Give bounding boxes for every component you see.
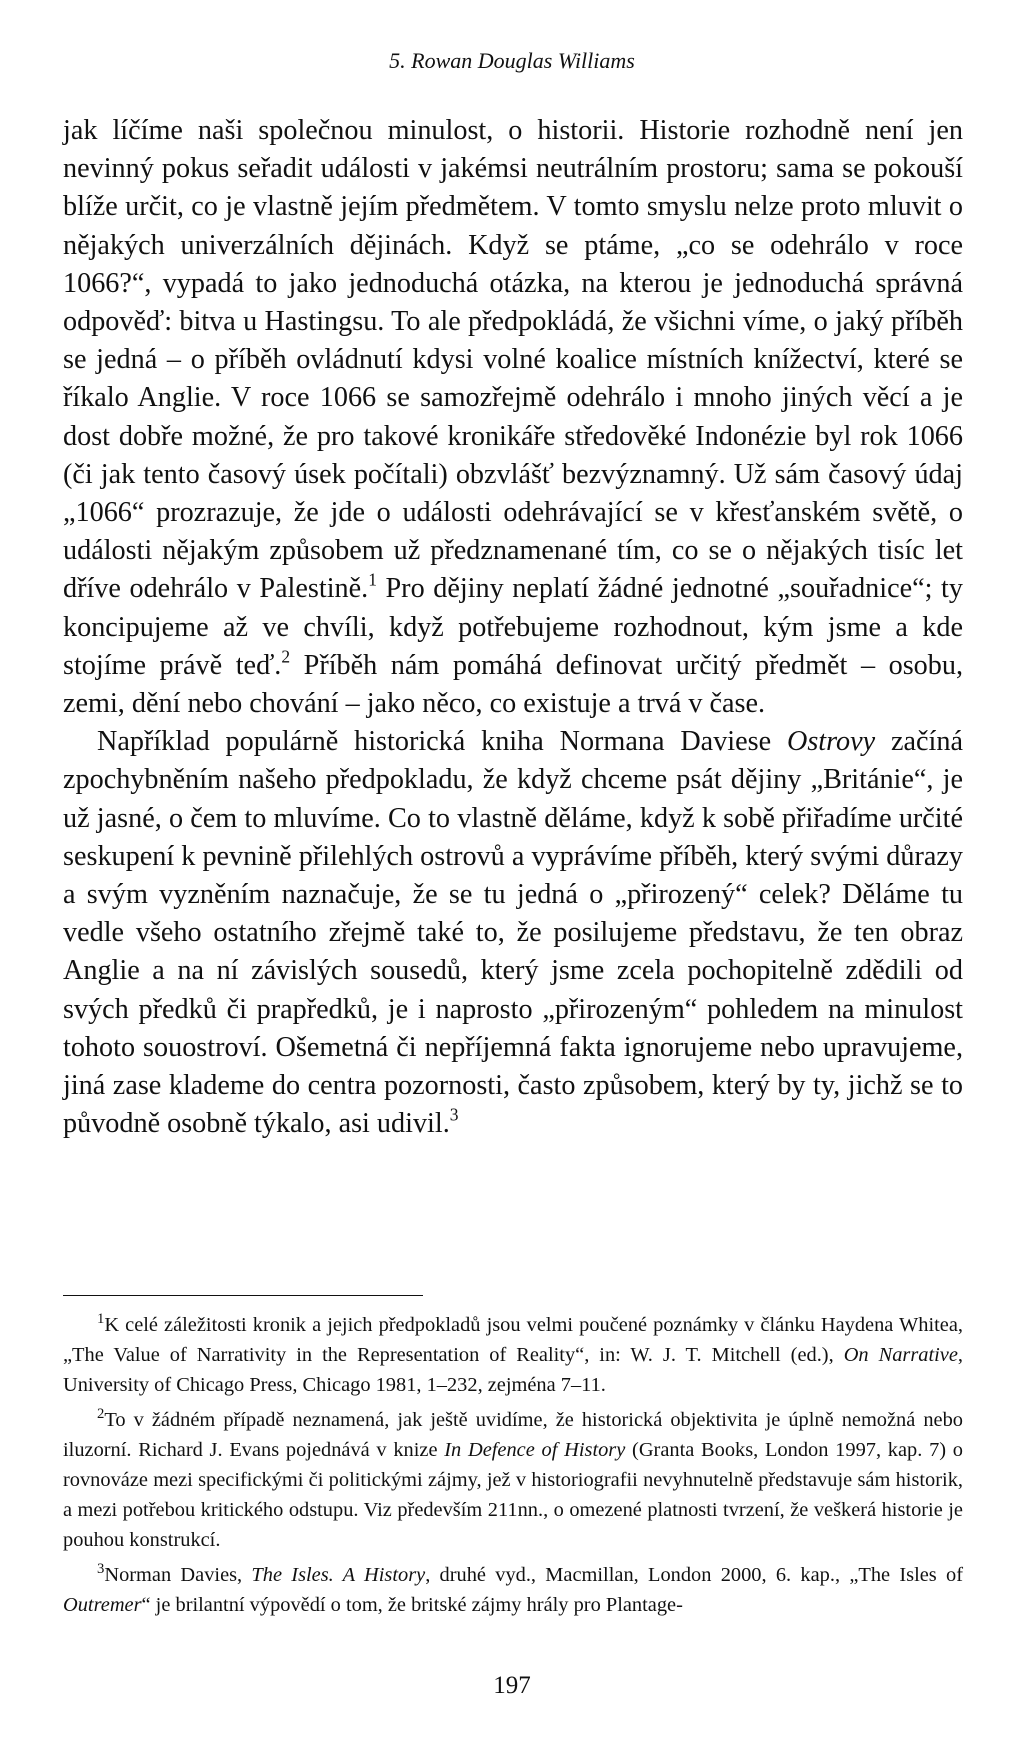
footnotes [63, 1310, 963, 1625]
footnote-text: “ je brilantní výpovědí o tom, že britské zájmy hrály pro Plantage- [141, 1594, 683, 1616]
page-number: 197 [493, 1672, 531, 1699]
paragraph-text: Příběh nám pomáhá definovat určitý předmět – osobu, zemi, dění nebo chování – jako něco, co existuje a trvá v čase. [63, 649, 963, 720]
footnote [63, 1560, 963, 1620]
book-title: Outremer [63, 1594, 142, 1616]
footnote [63, 1405, 963, 1555]
footnote-number: 2 [97, 1405, 105, 1422]
footnote-text: To v žádném případě neznamená, jak ještě uvidíme, že historická objektivita je úplně nemožná nebo iluzorní. Richard J. Evans pojednává v knize [63, 1409, 963, 1461]
footnote-divider [63, 1295, 423, 1296]
footnote-text: (Granta Books, London 1997, kap. 7) o rovnováze mezi specifickými či politickými zájmy, jež v historiografii nevyhnutelně představuje sám historik, a mezi potřebou kritického odstupu. Viz především 211nn., o omezené platnosti tvrzení, že veškerá historie je pouhou konstrukcí. [63, 1439, 963, 1551]
footnote-text: , druhé vyd., Macmillan, London 2000, 6. kap., „The Isles of [425, 1564, 963, 1586]
paragraph-text: Například populárně historická kniha Normana Daviese [97, 726, 787, 758]
paragraph [63, 723, 963, 1143]
book-title: In Defence of History [444, 1439, 626, 1461]
paragraph [63, 112, 963, 723]
footnote [63, 1310, 963, 1400]
footnote-ref[interactable]: 2 [281, 646, 291, 667]
book-title: The Isles. A History [251, 1564, 426, 1586]
footnote-number: 3 [97, 1560, 105, 1577]
paragraph-text: začíná zpochybněním našeho předpokladu, že když chceme psát dějiny „Británie“, je už jasné, o čem to mluvíme. Co to vlastně děláme, když k sobě přiřadíme určité seskupení k pevnině přilehlých ostrovů a vyprávíme příběh, který svými důrazy a svým vyzněním naznačuje, že se tu jedná o „přirozený“ celek? Děláme tu vedle všeho ostatního zřejmě také to, že posilujeme představu, že ten obraz Anglie a na ní závislých sousedů, který jsme zcela pochopitelně zdědili od svých předků či prapředků, je i naprosto „přirozeným“ pohledem na minulost tohoto souostroví. Ošemetná či nepříjemná fakta ignorujeme nebo upravujeme, jiná zase klademe do centra pozornosti, často způsobem, který by ty, jichž se to původně osobně týkalo, asi udivil. [63, 726, 963, 1140]
paragraph-text: jak líčíme naši společnou minulost, o historii. Historie rozhodně není jen nevinný pokus seřadit události v jakémsi neutrálním prostoru; sama se pokouší blíže určit, co je vlastně jejím předmětem. V tomto smyslu nelze proto mluvit o nějakých univerzálních dějinách. Když se ptáme, „co se odehrálo v roce 1066?“, vypadá to jako jednoduchá otázka, na kterou je jednoduchá správná odpověď: bitva u Hastingsu. To ale předpokládá, že všichni víme, o jaký příběh se jedná – o příběh ovládnutí kdysi volné koalice místních knížectví, které se říkalo Anglie. V roce 1066 se samozřejmě odehrálo i mnoho jiných věcí a je dost dobře možné, že pro takové kronikáře středověké Indonézie byl rok 1066 (či jak tento časový úsek počítali) obzvlášť bezvýznamný. Už sám časový údaj „1066“ prozrazuje, že jde o události odehrávající se v křesťanském světě, o události nějakým způsobem už předznamenané tím, co se o nějakých tisíc let dříve odehrálo v Palestině. [63, 115, 963, 605]
footnote-ref[interactable]: 3 [449, 1104, 459, 1125]
book-title: On Narrative [843, 1344, 958, 1366]
footnote-text: K celé záležitosti kronik a jejich předpokladů jsou velmi poučené poznámky v článku Haydena Whitea, „The Value of Narrativity in the Representation of Reality“, in: W. J. T. Mitchell (ed.), [63, 1314, 963, 1366]
body-text [63, 112, 963, 1143]
book-title: Ostrovy [786, 726, 876, 758]
footnote-text: Norman Davies, [104, 1564, 252, 1586]
footnote-ref[interactable]: 1 [368, 570, 377, 591]
running-head: 5. Rowan Douglas Williams [389, 48, 635, 73]
paragraph-text: Pro dějiny neplatí žádné jednotné „souřadnice“; ty koncipujeme až ve chvíli, když potřebujeme rozhodnout, kým jsme a kde stojíme právě teď. [63, 573, 963, 681]
footnote-number: 1 [97, 1310, 105, 1327]
footnote-text: , University of Chicago Press, Chicago 1981, 1–232, zejména 7–11. [63, 1344, 964, 1396]
